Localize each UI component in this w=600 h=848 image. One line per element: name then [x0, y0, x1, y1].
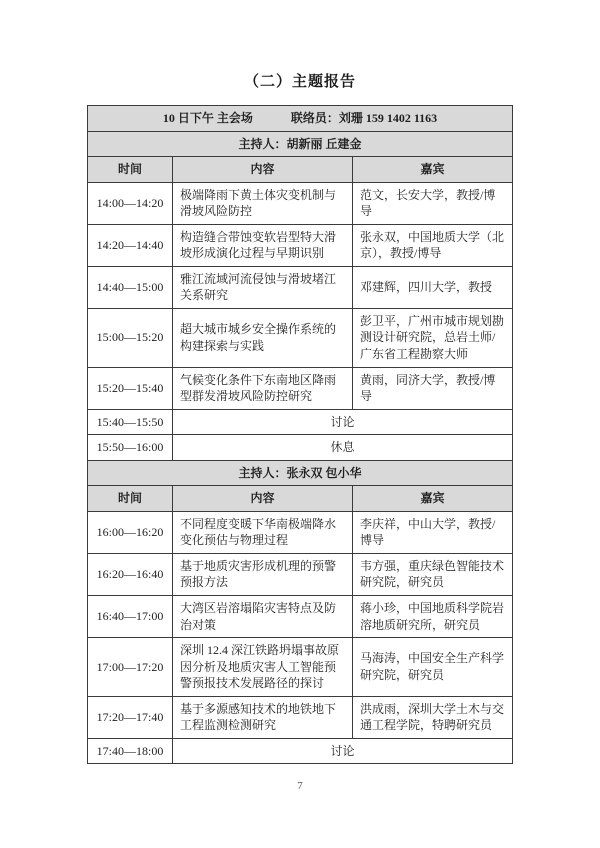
column-header-0: 时间: [88, 157, 173, 183]
chair-cell: 主持人：张永双 包小华: [88, 460, 513, 486]
column-header-1: 内容: [173, 157, 353, 183]
time-cell: 17:40—18:00: [88, 738, 173, 764]
content-cell: 基于地质灾害形成机理的预警预报方法: [173, 553, 353, 595]
table-row: [88, 367, 513, 409]
session-contact: 联络员：刘珊 159 1402 1163: [290, 111, 438, 125]
table-row: [88, 266, 513, 308]
time-cell: 14:40—15:00: [88, 266, 173, 308]
time-cell: 15:50—16:00: [88, 435, 173, 461]
session-title: 10 日下午 主会场: [162, 111, 253, 125]
table-row: [88, 308, 513, 367]
table-row: [88, 409, 513, 435]
guest-cell: 洪成雨，深圳大学土木与交通工程学院，特聘研究员: [353, 696, 513, 738]
content-cell: 不同程度变暖下华南极端降水变化预估与物理过程: [173, 511, 353, 553]
content-cell: 极端降雨下黄土体灾变机制与滑坡风险防控: [173, 182, 353, 224]
chair-row: [88, 460, 513, 486]
page-number: 7: [297, 780, 303, 792]
content-cell: 雅江流域河流侵蚀与滑坡堵江关系研究: [173, 266, 353, 308]
time-cell: 16:20—16:40: [88, 553, 173, 595]
guest-cell: 韦方强，重庆绿色智能技术研究院，研究员: [353, 553, 513, 595]
guest-cell: 邓建辉，四川大学，教授: [353, 266, 513, 308]
table-row: [88, 224, 513, 266]
column-header-1: 内容: [173, 486, 353, 512]
content-cell: 深圳 12.4 深江铁路坍塌事故原因分析及地质灾害人工智能预警预报技术发展路径的探讨: [173, 638, 353, 697]
content-cell: 讨论: [173, 409, 513, 435]
content-cell: 休息: [173, 435, 513, 461]
session-header-cell: [88, 106, 513, 132]
chair-row: [88, 131, 513, 157]
content-cell: 气候变化条件下东南地区降雨型群发滑坡风险防控研究: [173, 367, 353, 409]
guest-cell: 马海涛，中国安全生产科学研究院，研究员: [353, 638, 513, 697]
content-cell: 超大城市城乡安全操作系统的构建探索与实践: [173, 308, 353, 367]
guest-cell: 彭卫平，广州市城市规划勘测设计研究院，总岩土师/广东省工程勘察大师: [353, 308, 513, 367]
table-row: [88, 182, 513, 224]
column-header-2: 嘉宾: [353, 157, 513, 183]
time-cell: 14:00—14:20: [88, 182, 173, 224]
table-row: [88, 696, 513, 738]
time-cell: 17:20—17:40: [88, 696, 173, 738]
table-row: [88, 638, 513, 697]
column-header-row: [88, 486, 513, 512]
guest-cell: 张永双，中国地质大学（北京），教授/博导: [353, 224, 513, 266]
guest-cell: 李庆祥，中山大学，教授/博导: [353, 511, 513, 553]
page-title: （二）主题报告: [243, 74, 356, 90]
table-row: [88, 435, 513, 461]
time-cell: 14:20—14:40: [88, 224, 173, 266]
table-row: [88, 553, 513, 595]
guest-cell: 黄雨，同济大学，教授/博导: [353, 367, 513, 409]
content-cell: 讨论: [173, 738, 513, 764]
time-cell: 17:00—17:20: [88, 638, 173, 697]
column-header-row: [88, 157, 513, 183]
time-cell: 16:00—16:20: [88, 511, 173, 553]
time-cell: 15:40—15:50: [88, 409, 173, 435]
guest-cell: 范文，长安大学，教授/博导: [353, 182, 513, 224]
content-cell: 大湾区岩溶塌陷灾害特点及防治对策: [173, 596, 353, 638]
table-row: [88, 596, 513, 638]
session-header-row: [88, 106, 513, 132]
guest-cell: 蒋小珍，中国地质科学院岩溶地质研究所，研究员: [353, 596, 513, 638]
table-row: [88, 511, 513, 553]
schedule-table-body: [88, 106, 513, 764]
schedule-table: [87, 105, 513, 764]
column-header-0: 时间: [88, 486, 173, 512]
content-cell: 基于多源感知技术的地铁地下工程监测检测研究: [173, 696, 353, 738]
time-cell: 16:40—17:00: [88, 596, 173, 638]
chair-cell: 主持人：胡新丽 丘建金: [88, 131, 513, 157]
column-header-2: 嘉宾: [353, 486, 513, 512]
time-cell: 15:00—15:20: [88, 308, 173, 367]
content-cell: 构造缝合带蚀变软岩型特大滑坡形成演化过程与早期识别: [173, 224, 353, 266]
table-row: [88, 738, 513, 764]
time-cell: 15:20—15:40: [88, 367, 173, 409]
